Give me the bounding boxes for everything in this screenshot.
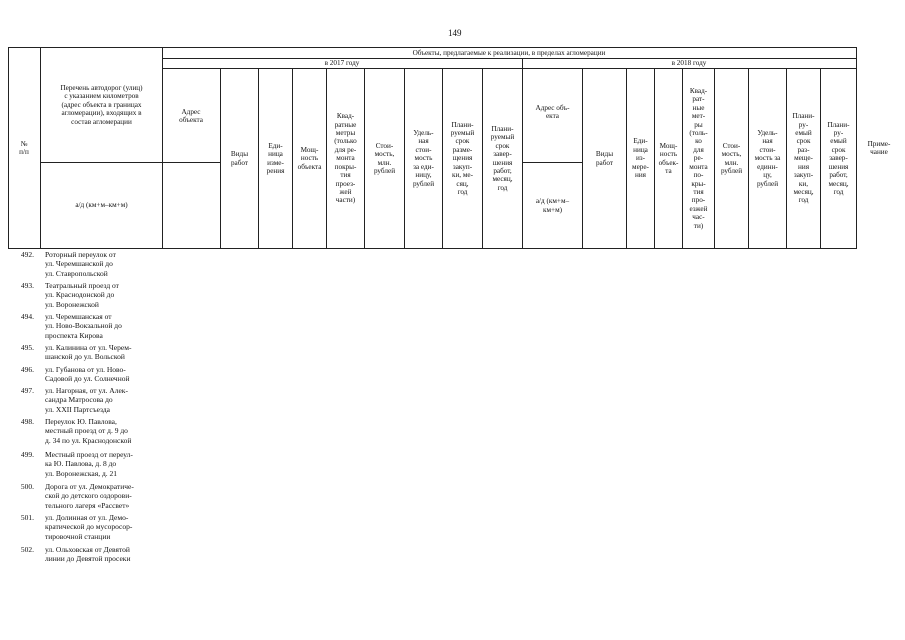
header-2017-cost: Стои- мость, млн. рублей [373, 141, 396, 175]
row-number: 502. [20, 545, 34, 554]
rule [162, 162, 220, 163]
row-number: 493. [20, 281, 34, 290]
header-2018-unit: Еди- ница из- мере- ния [632, 137, 649, 180]
table-row [0, 312, 170, 340]
row-number: 498. [20, 417, 34, 426]
row-number: 496. [20, 365, 34, 374]
table-row [0, 281, 170, 309]
header-2017-address: Адрес объекта [179, 108, 203, 125]
header-2018-cost: Стои- мость, млн. рублей [720, 141, 743, 175]
header-2017-unit: Еди- ница изме- рения [266, 141, 285, 175]
row-road-name: ул. Нагорная, от ул. Алек- сандра Матросова до ул. XXII Партсъезда [45, 386, 128, 414]
header-road-list: Перечень автодорог (улиц) с указанием километров (адрес объекта в границах агломерации), входящих в состав агломерации [60, 83, 143, 126]
row-road-name: ул. Черемшанская от ул. Ново-Вокзальной до проспекта Кирова [45, 312, 122, 340]
row-road-name: Переулок Ю. Павлова, местный проезд от д. 9 до д. 34 по ул. Краснодонской [45, 417, 132, 445]
table-row [0, 482, 170, 510]
header-2018-power: Мощ- ность объек- та [658, 141, 679, 175]
row-road-name: Театральный проезд от ул. Краснодонской до ул. Воронежской [45, 281, 119, 309]
table-row [0, 545, 170, 564]
header-year-2018: в 2018 году [671, 58, 707, 67]
row-number: 494. [20, 312, 34, 321]
header-2018-works: Виды работ [595, 150, 614, 167]
row-road-name: ул. Калинина от ул. Черем- шанской до ул. Вольской [45, 343, 132, 362]
header-2017-power: Мощ- ность объекта [297, 145, 322, 171]
header-top-title: Объекты, предлагаемые к реализации, в пределах агломерации [412, 48, 606, 57]
header-2018-completion: Плани- ру- емый срок завер- шения работ, месяц, год [827, 120, 850, 196]
header-2017-procurement: Плани- руемый срок разме- щения закуп- ки, ме- сяц, год [450, 120, 475, 196]
table-row [0, 386, 170, 414]
table-row [0, 250, 170, 278]
header-2018-sqm: Квад- рат- ные мет- ры (толь- ко для ре- монта по- кры- тия про- езжей час- ти) [689, 87, 708, 230]
row-number: 495. [20, 343, 34, 352]
row-road-name: Дорога от ул. Демократиче- ской до детского оздорови- тельного лагеря «Рассвет» [45, 482, 134, 510]
header-2018-unit-cost: Удель- ная стои- мость за единн- цу, рублей [754, 129, 781, 188]
page-number: 149 [448, 28, 462, 38]
row-number: 492. [20, 250, 34, 259]
header-2017-sqm: Квад- ратные метры (только для ре- монта покры- тия проез- жей части) [334, 112, 357, 205]
header-number: № п/п [19, 139, 29, 156]
header-2017-works: Виды работ [230, 150, 249, 167]
row-number: 497. [20, 386, 34, 395]
row-number: 500. [20, 482, 34, 491]
row-road-name: ул. Губанова от ул. Ново- Садовой до ул. Солнечной [45, 365, 130, 384]
header-2017-unit-cost: Удель- ная стои- мость за еди- ницу, рублей [412, 129, 435, 188]
header-2018-address-km: а/д (км+м– км+м) [535, 197, 570, 214]
table-row [0, 417, 170, 445]
table-row [0, 343, 170, 362]
table-row [0, 365, 170, 384]
table-row [0, 450, 170, 478]
rule [8, 248, 856, 249]
header-2018-procurement: Плани- ру- емый срок раз- меще- ния закуп- ки, месяц, год [792, 112, 815, 205]
header-road-list-km: а/д (км+м–км+м) [75, 201, 128, 210]
header-year-2017: в 2017 году [324, 58, 360, 67]
row-road-name: ул. Долинная от ул. Демо- кратической до мусоросор- тировочной станции [45, 513, 133, 541]
header-2017-completion: Плани- руемый срок завер- шения работ, месяц, год [490, 124, 515, 192]
table-row [0, 513, 170, 541]
row-road-name: Местный проезд от переул- ка Ю. Павлова, д. 8 до ул. Воронежская, д. 21 [45, 450, 133, 478]
row-road-name: Роторный переулок от ул. Черемшанской до ул. Ставропольской [45, 250, 116, 278]
header-2018-address: Адрес объ- екта [535, 104, 570, 121]
row-number: 501. [20, 513, 34, 522]
header-note: Приме- чание [867, 139, 891, 156]
row-number: 499. [20, 450, 34, 459]
row-road-name: ул. Ольховская от Девятой линии до Девятой просеки [45, 545, 131, 564]
